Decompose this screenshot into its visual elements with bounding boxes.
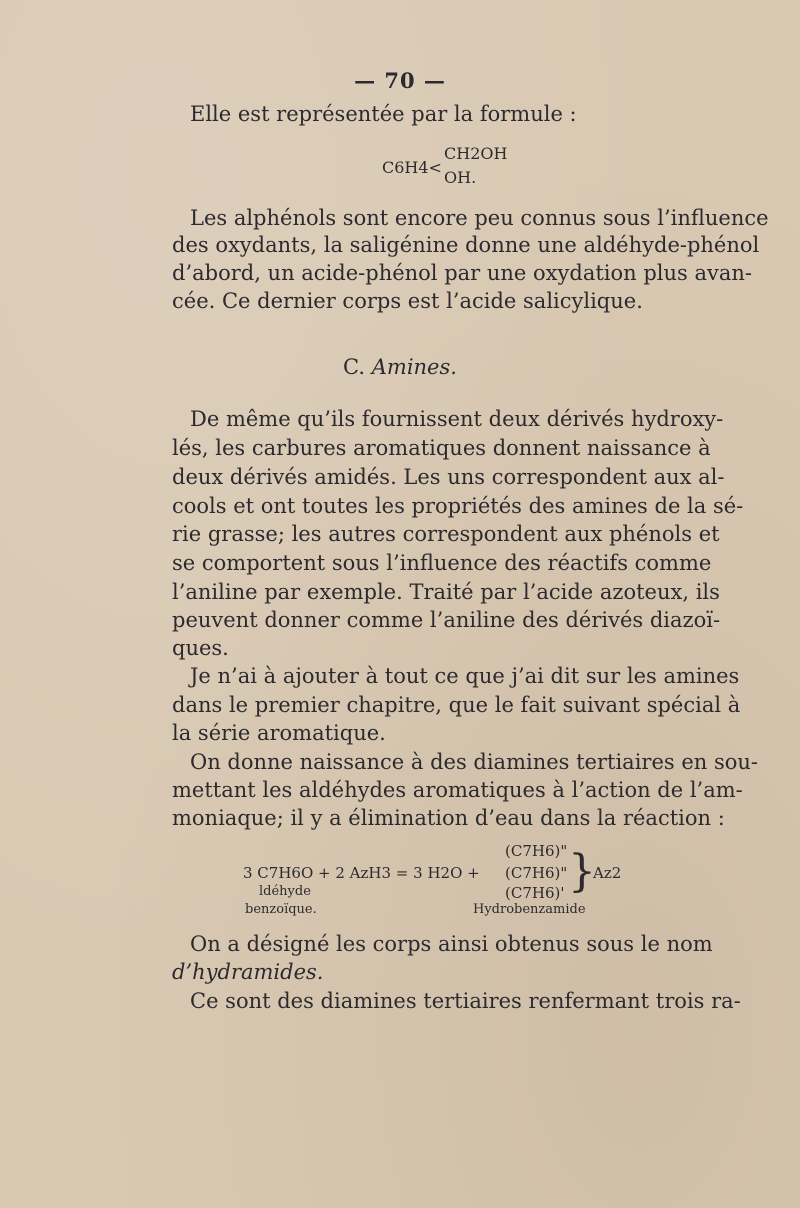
formula-bottom: OH. — [444, 168, 477, 187]
paragraph-line: mettant les aldéhydes aromatiques à l’action de l’am- — [172, 778, 743, 802]
section-title: Amines. — [371, 355, 457, 379]
paragraph-line: dans le premier chapitre, que le fait suivant spécial à — [172, 693, 741, 717]
formula-saligenine — [382, 140, 508, 190]
paragraph-line: deux dérivés amidés. Les uns correspondent aux al- — [172, 465, 725, 489]
paragraph-line: la série aromatique. — [172, 721, 386, 745]
paragraph-line: cée. Ce dernier corps est l’acide salicylique. — [172, 289, 643, 313]
caption-hydrobenzamide: Hydrobenzamide — [473, 902, 586, 917]
equation-azote: Az2 — [593, 864, 622, 882]
equation-radical: (C7H6)' — [505, 884, 565, 902]
paragraph-line: d’abord, un acide-phénol par une oxydation plus avan- — [172, 261, 753, 285]
paragraph-line: rie grasse; les autres correspondent aux phénols et — [172, 522, 720, 546]
equation-radical: (C7H6)" — [505, 842, 568, 860]
intro-line: Elle est représentée par la formule : — [190, 102, 577, 126]
paragraph-line: De même qu’ils fournissent deux dérivés hydroxy- — [190, 407, 724, 431]
formula-top: CH2OH — [444, 144, 508, 163]
paragraph-line: l’aniline par exemple. Traité par l’acide azoteux, ils — [172, 580, 720, 604]
paragraph-line: se comportent sous l’influence des réactifs comme — [172, 551, 712, 575]
paragraph-line: Je n’ai à ajouter à tout ce que j’ai dit sur les amines — [190, 664, 740, 688]
equation-radical: (C7H6)" — [505, 864, 568, 882]
paragraph-line: moniaque; il y a élimination d’eau dans la réaction : — [172, 806, 725, 830]
paragraph-line: des oxydants, la saligénine donne une aldéhyde-phénol — [172, 233, 760, 257]
paragraph-line: lés, les carbures aromatiques donnent naissance à — [172, 436, 711, 460]
equation-main: 3 C7H6O + 2 AzH3 = 3 H2O + — [243, 864, 480, 882]
page-number: — 70 — — [354, 68, 446, 93]
paragraph-line: On donne naissance à des diamines tertiaires en sou- — [190, 750, 758, 774]
paragraph-line: On a désigné les corps ainsi obtenus sous le nom — [190, 932, 713, 956]
paragraph-line: ques. — [172, 636, 229, 660]
section-heading — [0, 355, 800, 379]
caption-aldehyde: ldéhyde — [259, 884, 311, 899]
reaction-equation — [243, 840, 643, 920]
caption-benzoique: benzoïque. — [245, 902, 317, 917]
paragraph-line: peuvent donner comme l’aniline des dérivés diazoï- — [172, 608, 721, 632]
section-letter: C. — [343, 355, 366, 379]
paragraph-line: Ce sont des diamines tertiaires renfermant trois ra- — [190, 989, 741, 1013]
formula-base: C6H4< — [382, 158, 442, 177]
paragraph-line: Les alphénols sont encore peu connus sous l’influence — [190, 206, 769, 230]
brace-symbol: } — [568, 846, 596, 897]
paragraph-line: d’hydramides. — [172, 960, 324, 984]
paragraph-line: cools et ont toutes les propriétés des amines de la sé- — [172, 494, 744, 518]
